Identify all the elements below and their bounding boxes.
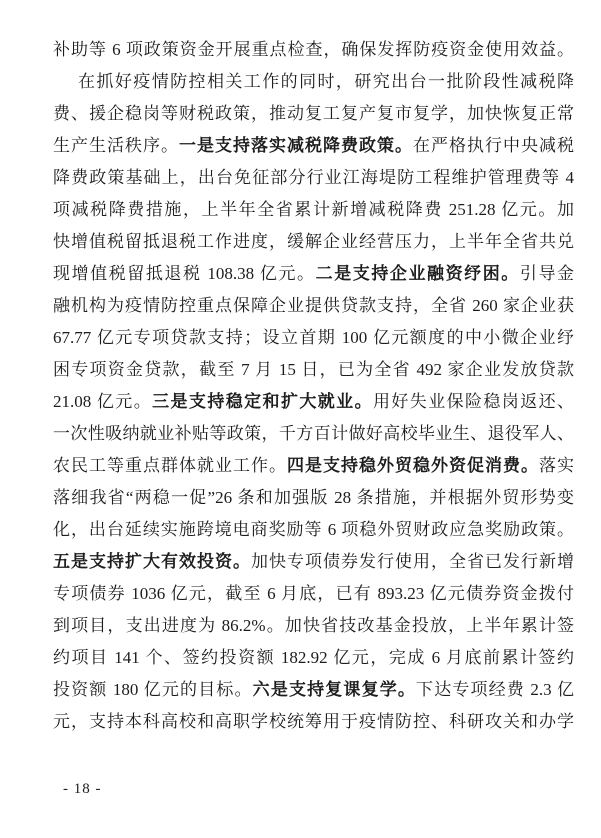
text-line xyxy=(53,546,574,578)
text-segment: 到项目，支出进度为 86.2%。加快省技改基金投放，上半年累计签 xyxy=(53,616,574,635)
text-segment: 下达专项经费 2.3 亿 xyxy=(416,680,574,699)
text-line xyxy=(53,514,574,546)
text-segment: 补助等 6 项政策资金开展重点检查，确保发挥防疫资金使用效益。 xyxy=(53,40,574,59)
text-segment: 农民工等重点群体就业工作。 xyxy=(53,456,287,475)
text-segment: 在严格执行中央减税 xyxy=(413,136,574,155)
text-segment: 用好失业保险稳岗返还、 xyxy=(372,392,574,411)
text-line xyxy=(53,98,574,130)
text-segment: 67.77 亿元专项贷款支持；设立首期 100 亿元额度的中小微企业纾 xyxy=(53,328,574,347)
text-segment: 降费政策基础上，出台免征部分行业江海堤防工程维护管理费等 4 xyxy=(53,168,574,187)
text-segment: 现增值税留抵退税 108.38 亿元。 xyxy=(53,264,316,283)
text-line xyxy=(53,674,574,706)
text-segment: 化，出台延续实施跨境电商奖励等 6 项稳外贸财政应急奖励政策。 xyxy=(53,520,574,539)
text-line xyxy=(53,450,574,482)
text-segment: 在抓好疫情防控相关工作的同时，研究出台一批阶段性减税降 xyxy=(78,72,574,91)
text-segment: 投资额 180 亿元的目标。 xyxy=(53,680,253,699)
text-segment: 生产生活秩序。 xyxy=(53,136,179,155)
text-line xyxy=(53,34,574,66)
text-segment: 加快专项债券发行使用，全省已发行新增 xyxy=(251,552,574,571)
text-segment: 项减税降费措施，上半年全省累计新增减税降费 251.28 亿元。加 xyxy=(53,200,574,219)
text-line xyxy=(53,226,574,258)
text-segment: 快增值税留抵退税工作进度，缓解企业经营压力，上半年全省共兑 xyxy=(53,232,574,251)
bold-heading-segment: 二是支持企业融资纾困。 xyxy=(315,264,520,283)
bold-heading-segment: 五是支持扩大有效投资。 xyxy=(53,552,251,571)
text-line xyxy=(53,610,574,642)
text-segment: 融机构为疫情防控重点保障企业提供贷款支持，全省 260 家企业获 xyxy=(53,296,574,315)
text-segment: 费、援企稳岗等财税政策，推动复工复产复市复学，加快恢复正常 xyxy=(53,104,574,123)
text-line xyxy=(53,130,574,162)
text-line xyxy=(53,290,574,322)
text-line xyxy=(53,482,574,514)
text-line xyxy=(53,162,574,194)
text-segment: 困专项资金贷款，截至 7 月 15 日，已为全省 492 家企业发放贷款 xyxy=(53,360,574,379)
bold-heading-segment: 六是支持复课复学。 xyxy=(252,680,417,699)
document-text-body xyxy=(53,34,574,738)
text-line xyxy=(53,578,574,610)
text-line xyxy=(53,386,574,418)
text-line xyxy=(53,354,574,386)
text-segment: 元，支持本科高校和高职学校统筹用于疫情防控、科研攻关和办学 xyxy=(53,712,574,731)
page-number: - 18 - xyxy=(63,781,102,797)
bold-heading-segment: 三是支持稳定和扩大就业。 xyxy=(152,392,373,411)
text-segment: 一次性吸纳就业补贴等政策，千方百计做好高校毕业生、退役军人、 xyxy=(53,424,574,443)
text-segment: 约项目 141 个、签约投资额 182.92 亿元，完成 6 月底前累计签约 xyxy=(53,648,574,667)
text-segment: 落细我省“两稳一促”26 条和加强版 28 条措施，并根据外贸形势变 xyxy=(53,488,574,507)
text-segment: 21.08 亿元。 xyxy=(53,392,153,411)
text-line xyxy=(53,194,574,226)
bold-heading-segment: 一是支持落实减税降费政策。 xyxy=(179,136,413,155)
text-line xyxy=(53,258,574,290)
text-line xyxy=(53,706,574,738)
text-line xyxy=(53,322,574,354)
text-line xyxy=(53,418,574,450)
text-segment: 落实 xyxy=(539,456,574,475)
text-line xyxy=(53,642,574,674)
text-segment: 专项债券 1036 亿元，截至 6 月底，已有 893.23 亿元债券资金拨付 xyxy=(53,584,574,603)
text-segment: 引导金 xyxy=(519,264,574,283)
text-line xyxy=(53,66,574,98)
bold-heading-segment: 四是支持稳外贸稳外资促消费。 xyxy=(287,456,539,475)
